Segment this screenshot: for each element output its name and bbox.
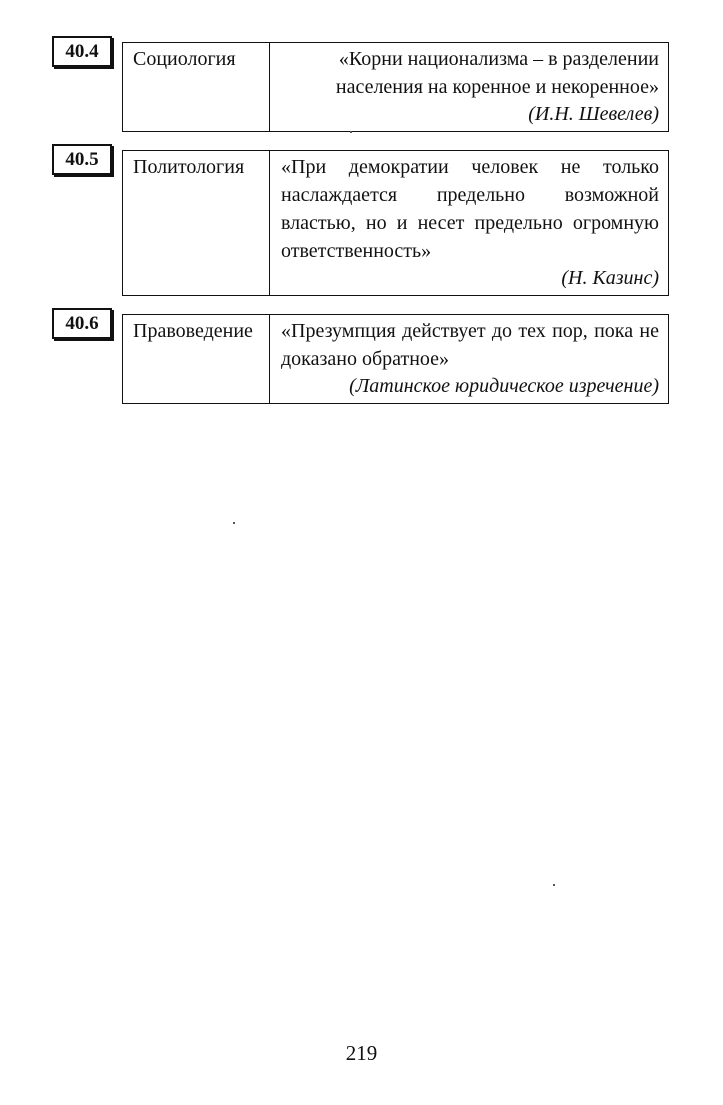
subject-text: Политология [133, 156, 245, 178]
entry-number-box [52, 144, 112, 175]
entry-number-box [52, 36, 112, 67]
quote-text: «Корни национализма – в разделении населения на коренное и некоренное» [335, 48, 659, 98]
scan-speck [350, 131, 352, 133]
entry-number: 40.5 [65, 149, 99, 170]
subject-cell [123, 43, 270, 131]
quote-cell [270, 315, 668, 403]
entry-table [122, 42, 669, 132]
entry-table [122, 150, 669, 296]
entry-table [122, 314, 669, 404]
entry-number: 40.6 [65, 313, 99, 334]
quote-cell [270, 43, 668, 131]
quote-text: «Презумпция действует до тех пор, пока не доказано обратное» [281, 320, 659, 370]
entry-number-box [52, 308, 112, 339]
quote-author: (И.Н. Шевелев) [528, 103, 659, 125]
subject-cell [123, 315, 270, 403]
quote-author: (Н. Казинс) [561, 267, 659, 289]
entry-number: 40.4 [65, 41, 99, 62]
quote-cell [270, 151, 668, 295]
subject-text: Правоведение [133, 320, 253, 342]
subject-cell [123, 151, 270, 295]
page-number: 219 [345, 1041, 378, 1065]
subject-text: Социология [133, 48, 236, 70]
scan-speck [553, 884, 555, 886]
quote-text: «При демократии человек не только наслаждается предельно возможной властью, но и несет предельно огромную ответственность» [281, 156, 659, 262]
quote-author: (Латинское юридическое изречение) [349, 375, 659, 397]
scan-speck [233, 522, 235, 524]
